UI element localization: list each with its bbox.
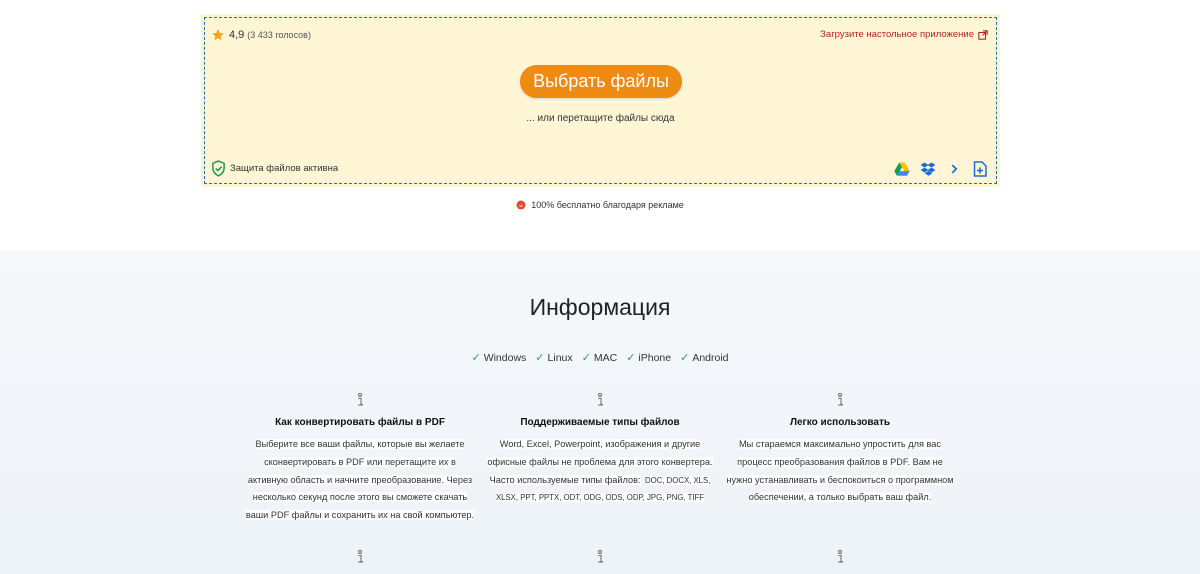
column-text: Word, Excel, Powerpoint, изображения и другие офисные файлы не проблема для этого конвертера. Часто используемые типы файлов: [487,439,713,485]
column-text: Мы стараемся максимально упростить для вас процесс преобразования файлов в PDF. Вам не нужно устанавливать и беспокоиться о программном обеспечении, а только выбрать ваш файл. [726,439,954,503]
drop-hint: ... или перетащите файлы сюда [526,113,675,124]
column-text: Выберите все ваши файлы, которые вы желаете сконвертировать в PDF или перетащите их в активную область и начните преобразование. Через несколько секунд после этого вы сможете скачать ваши PDF файлы и сохранить их на свой компьютер. [245,439,475,521]
rating-score: 4,9 [229,29,245,41]
choose-files-button[interactable]: Выбрать файлы [520,65,682,98]
info-icon [595,393,605,407]
info-title: Информация [529,294,671,320]
check-icon: ✓ [581,352,591,364]
chevron-right-icon[interactable] [946,161,962,177]
info-icon [595,550,605,564]
dropzone-frame [201,14,1000,187]
protection-label: Защита файлов активна [230,163,339,174]
platform-windows: ✓ Windows [471,351,527,364]
platform-android: ✓ Android [680,351,729,364]
info-icon [835,393,845,407]
file-types-list: DOC, DOCX, XLS, XLSX, PPT, PPTX, ODT, ODG, ODS, ODP, JPG, PNG, TIFF [495,475,711,503]
column-title: Легко использовать [789,417,891,428]
smile-icon [516,200,526,210]
free-note [0,200,1200,210]
desktop-app-link-label: Загрузите настольное приложение [820,29,974,40]
platform-iphone: ✓ iPhone [626,351,672,364]
info-column-easy [725,393,955,506]
info-column-file-types [485,393,715,506]
add-file-icon[interactable] [972,161,988,177]
check-icon: ✓ [680,352,690,364]
cloud-sources [894,161,988,177]
check-icon: ✓ [471,352,481,364]
information-section [0,250,1200,574]
file-dropzone[interactable] [204,17,997,184]
check-icon: ✓ [626,352,636,364]
rating [211,28,311,42]
platform-linux: ✓ Linux [535,351,573,364]
info-column-how-to [245,393,475,524]
star-icon [211,28,225,42]
rating-votes: (3 433 голосов) [247,30,311,40]
shield-check-icon [211,160,226,177]
platform-list [0,351,1200,364]
google-drive-icon[interactable] [894,161,910,177]
info-icon [355,393,365,407]
file-protection-status [211,160,338,177]
check-icon: ✓ [535,352,545,364]
info-icon [835,550,845,564]
info-icon [355,550,365,564]
upload-section [0,0,1200,250]
column-title: Как конвертировать файлы в PDF [275,417,445,428]
free-note-text: 100% бесплатно благодаря рекламе [531,200,684,210]
dropbox-icon[interactable] [920,161,936,177]
desktop-app-link[interactable] [820,29,988,40]
platform-mac: ✓ MAC [581,351,618,364]
column-title: Поддерживаемые типы файлов [520,417,680,428]
external-link-icon [978,30,988,40]
